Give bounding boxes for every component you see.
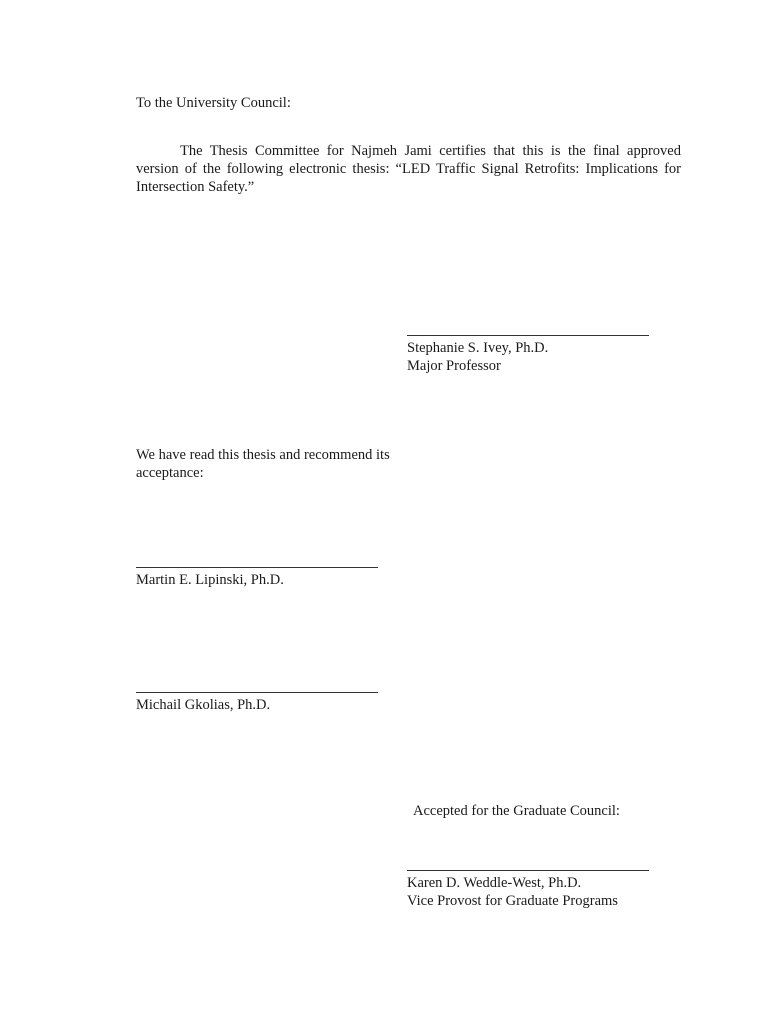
- graduate-council-heading: Accepted for the Graduate Council:: [413, 803, 620, 819]
- major-professor-signature-line: [407, 335, 649, 336]
- recommendation-statement: We have read this thesis and recommend its acceptance:: [136, 447, 390, 481]
- major-professor-title: Major Professor: [407, 358, 501, 374]
- committee-member-name-1: Martin E. Lipinski, Ph.D.: [136, 572, 284, 588]
- major-professor-name: Stephanie S. Ivey, Ph.D.: [407, 340, 549, 356]
- certification-paragraph: The Thesis Committee for Najmeh Jami certifies that this is the final approved version of the following electronic thesis: “LED Traffic Signal Retrofits: Implications for Intersection Safety.”: [136, 143, 681, 195]
- graduate-council-title: Vice Provost for Graduate Programs: [407, 893, 618, 909]
- committee-signature-line-2: [136, 692, 378, 693]
- committee-member-name-2: Michail Gkolias, Ph.D.: [136, 697, 271, 713]
- graduate-council-name: Karen D. Weddle-West, Ph.D.: [407, 875, 582, 891]
- committee-signature-line-1: [136, 567, 378, 568]
- salutation: To the University Council:: [136, 95, 291, 111]
- graduate-council-signature-line: [407, 870, 649, 871]
